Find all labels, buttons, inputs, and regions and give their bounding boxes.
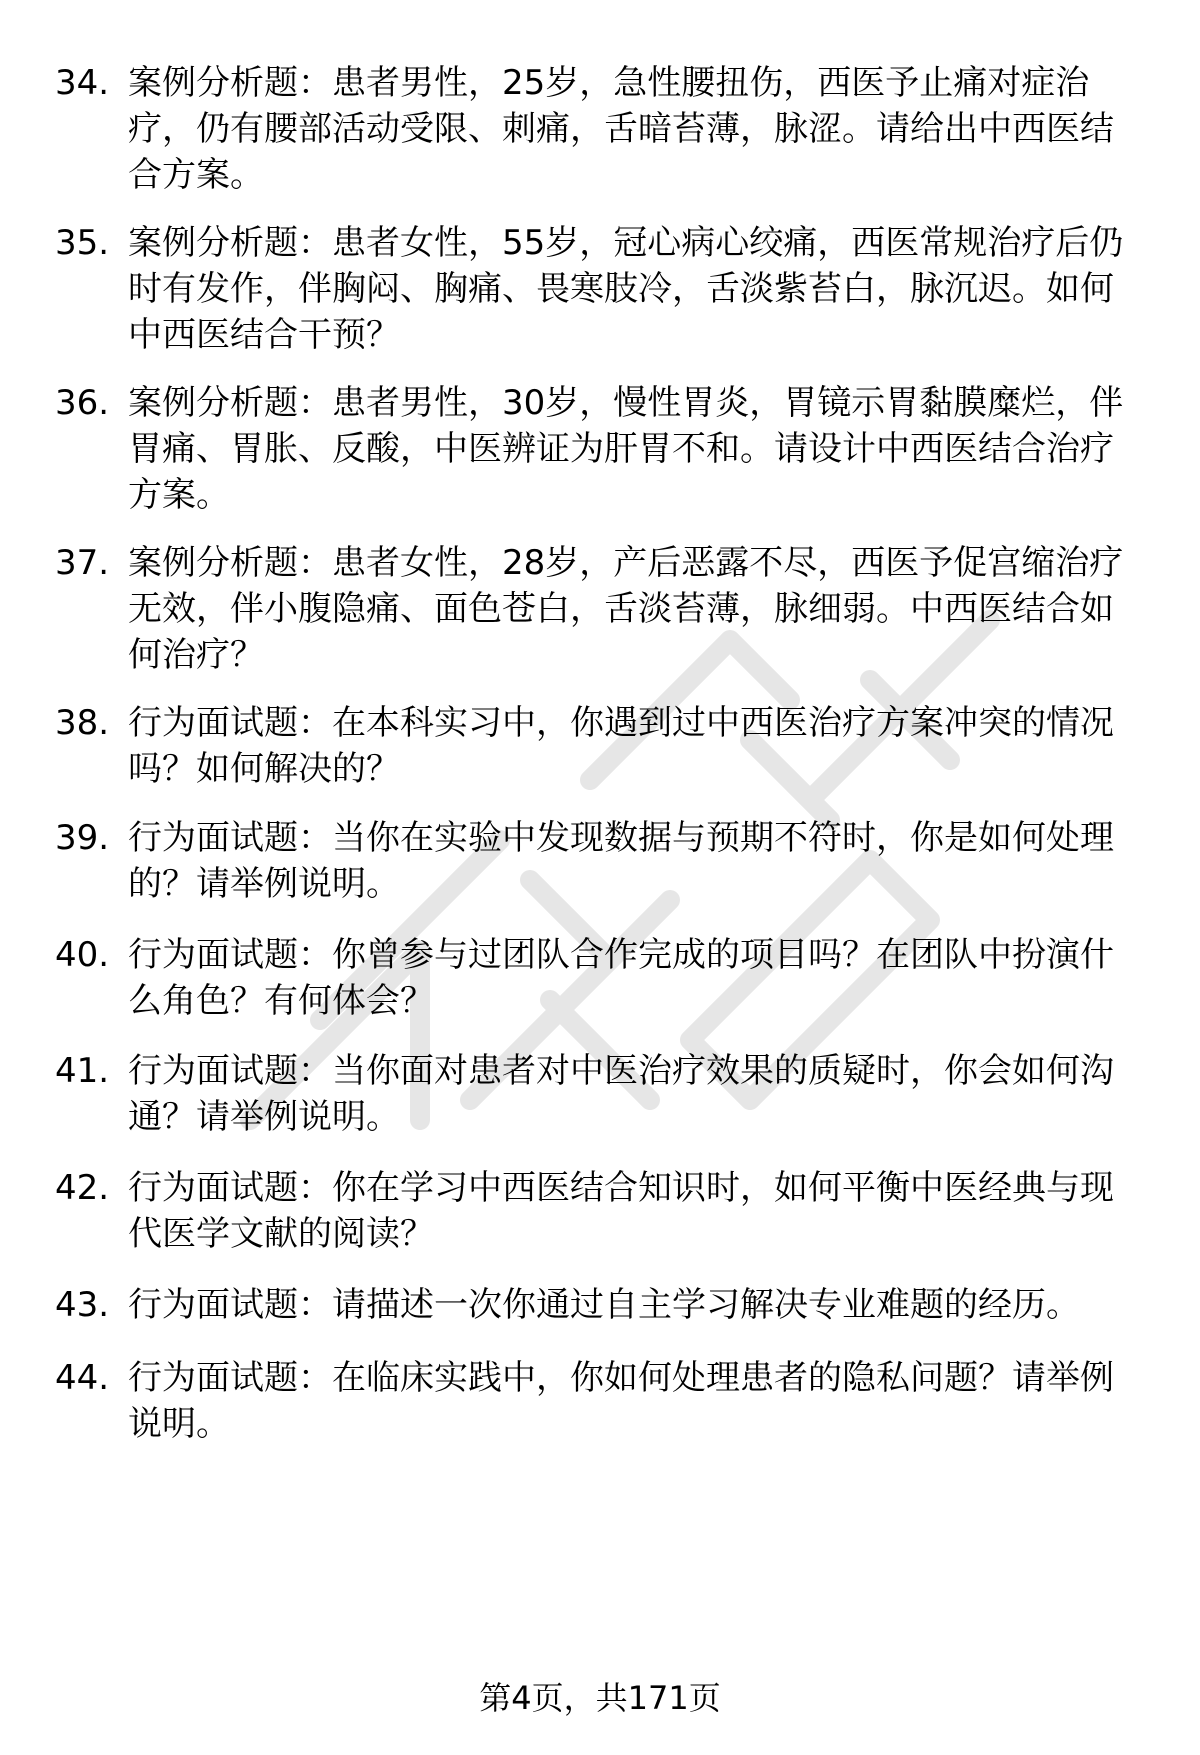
question-number: 40. bbox=[55, 935, 110, 975]
question-number: 35. bbox=[55, 223, 110, 263]
question-number: 39. bbox=[55, 818, 110, 858]
question-number: 42. bbox=[55, 1168, 110, 1208]
question-number: 43. bbox=[55, 1285, 110, 1325]
question-text: 案例分析题：患者女性，28岁，产后恶露不尽，西医予促宫缩治疗无效，伴小腹隐痛、面色苍白，舌淡苔薄，脉细弱。中西医结合如何治疗？ bbox=[128, 543, 1124, 675]
question-number: 44. bbox=[55, 1358, 110, 1398]
question-text: 案例分析题：患者男性，25岁，急性腰扭伤，西医予止痛对症治疗，仍有腰部活动受限、刺痛，舌暗苔薄，脉涩。请给出中西医结合方案。 bbox=[128, 63, 1114, 195]
question-number: 37. bbox=[55, 543, 110, 583]
question-text: 案例分析题：患者男性，30岁，慢性胃炎，胃镜示胃黏膜糜烂，伴胃痛、胃胀、反酸，中医辨证为肝胃不和。请设计中西医结合治疗方案。 bbox=[128, 383, 1124, 515]
question-text: 案例分析题：患者女性，55岁，冠心病心绞痛，西医常规治疗后仍时有发作，伴胸闷、胸痛、畏寒肢冷，舌淡紫苔白，脉沉迟。如何中西医结合干预？ bbox=[128, 223, 1124, 355]
question-text: 行为面试题：在本科实习中，你遇到过中西医治疗方案冲突的情况吗？如何解决的？ bbox=[128, 703, 1114, 789]
question-text: 行为面试题：当你面对患者对中医治疗效果的质疑时，你会如何沟通？请举例说明。 bbox=[128, 1051, 1114, 1137]
question-text: 行为面试题：当你在实验中发现数据与预期不符时，你是如何处理的？请举例说明。 bbox=[128, 818, 1114, 904]
question-number: 34. bbox=[55, 63, 110, 103]
question-number: 38. bbox=[55, 703, 110, 743]
question-text: 行为面试题：在临床实践中，你如何处理患者的隐私问题？请举例说明。 bbox=[128, 1358, 1114, 1444]
question-number: 36. bbox=[55, 383, 110, 423]
page-footer: 第4页，共171页 bbox=[479, 1679, 721, 1717]
question-text: 行为面试题：你在学习中西医结合知识时，如何平衡中医经典与现代医学文献的阅读？ bbox=[128, 1168, 1114, 1254]
question-text: 行为面试题：你曾参与过团队合作完成的项目吗？在团队中扮演什么角色？有何体会？ bbox=[128, 935, 1114, 1021]
question-text: 行为面试题：请描述一次你通过自主学习解决专业难题的经历。 bbox=[128, 1285, 1080, 1325]
question-number: 41. bbox=[55, 1051, 110, 1091]
